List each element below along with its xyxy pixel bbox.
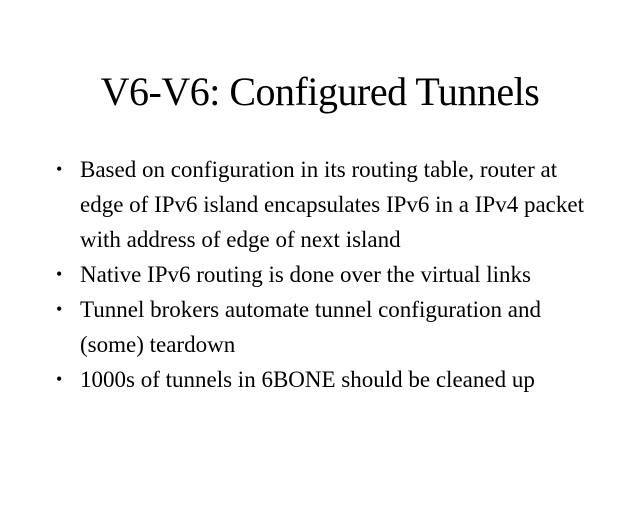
bullet-dot-icon: • <box>56 299 63 319</box>
bullet-text: Tunnel brokers automate tunnel configuration and (some) teardown <box>80 297 541 357</box>
bullet-dot-icon: • <box>56 369 63 389</box>
slide-title: V6-V6: Configured Tunnels <box>100 69 540 114</box>
bullet-text: Based on configuration in its routing table, router at edge of IPv6 island encapsulates IPv6 in a IPv4 packet with address of edge of next island <box>80 157 584 252</box>
bullet-list <box>56 152 596 397</box>
bullet-text: Native IPv6 routing is done over the virtual links <box>80 262 531 287</box>
bullet-dot-icon: • <box>56 159 63 179</box>
bullet-item <box>56 292 596 362</box>
bullet-item <box>56 362 596 397</box>
bullet-dot-icon: • <box>56 264 63 284</box>
bullet-item <box>56 257 596 292</box>
bullet-item <box>56 152 596 257</box>
bullet-text: 1000s of tunnels in 6BONE should be cleaned up <box>80 367 535 392</box>
